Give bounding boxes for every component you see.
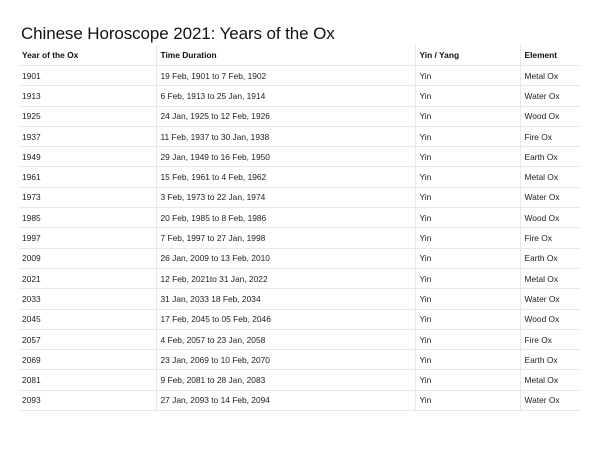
table-row [18, 187, 580, 207]
cell-time-duration: 6 Feb, 1913 to 25 Jan, 1914 [156, 86, 415, 106]
table-row [18, 248, 580, 268]
cell-yin-yang: Yin [415, 248, 520, 268]
cell-year: 1913 [18, 86, 156, 106]
cell-time-duration: 3 Feb, 1973 to 22 Jan, 1974 [156, 187, 415, 207]
cell-time-duration: 15 Feb, 1961 to 4 Feb, 1962 [156, 167, 415, 187]
cell-yin-yang: Yin [415, 228, 520, 248]
cell-year: 2021 [18, 268, 156, 288]
cell-element: Wood Ox [520, 208, 580, 228]
cell-yin-yang: Yin [415, 208, 520, 228]
cell-time-duration: 4 Feb, 2057 to 23 Jan, 2058 [156, 329, 415, 349]
table-row [18, 268, 580, 288]
table-header-row [18, 45, 580, 66]
table-row [18, 208, 580, 228]
cell-year: 1937 [18, 126, 156, 146]
cell-year: 1961 [18, 167, 156, 187]
cell-element: Earth Ox [520, 248, 580, 268]
cell-element: Metal Ox [520, 268, 580, 288]
cell-year: 2093 [18, 390, 156, 410]
table-row [18, 370, 580, 390]
cell-element: Metal Ox [520, 167, 580, 187]
cell-yin-yang: Yin [415, 329, 520, 349]
cell-time-duration: 7 Feb, 1997 to 27 Jan, 1998 [156, 228, 415, 248]
cell-time-duration: 9 Feb, 2081 to 28 Jan, 2083 [156, 370, 415, 390]
cell-time-duration: 24 Jan, 1925 to 12 Feb, 1926 [156, 106, 415, 126]
cell-year: 1925 [18, 106, 156, 126]
table-row [18, 126, 580, 146]
cell-year: 2081 [18, 370, 156, 390]
cell-time-duration: 12 Feb, 2021to 31 Jan, 2022 [156, 268, 415, 288]
cell-element: Water Ox [520, 289, 580, 309]
cell-year: 1997 [18, 228, 156, 248]
table-row [18, 167, 580, 187]
table-row [18, 309, 580, 329]
cell-yin-yang: Yin [415, 187, 520, 207]
header-time-duration: Time Duration [156, 45, 415, 66]
table-row [18, 390, 580, 410]
cell-time-duration: 26 Jan, 2009 to 13 Feb, 2010 [156, 248, 415, 268]
cell-element: Metal Ox [520, 66, 580, 86]
cell-year: 2069 [18, 350, 156, 370]
cell-time-duration: 29 Jan, 1949 to 16 Feb, 1950 [156, 147, 415, 167]
table-body [18, 66, 580, 411]
cell-yin-yang: Yin [415, 147, 520, 167]
cell-yin-yang: Yin [415, 309, 520, 329]
cell-year: 1985 [18, 208, 156, 228]
table-row [18, 228, 580, 248]
table-row [18, 106, 580, 126]
cell-element: Wood Ox [520, 309, 580, 329]
cell-element: Fire Ox [520, 329, 580, 349]
cell-element: Fire Ox [520, 126, 580, 146]
page-title: Chinese Horoscope 2021: Years of the Ox [21, 24, 335, 43]
header-year: Year of the Ox [18, 45, 156, 66]
cell-time-duration: 17 Feb, 2045 to 05 Feb, 2046 [156, 309, 415, 329]
cell-year: 1973 [18, 187, 156, 207]
cell-yin-yang: Yin [415, 390, 520, 410]
cell-time-duration: 19 Feb, 1901 to 7 Feb, 1902 [156, 66, 415, 86]
cell-element: Water Ox [520, 86, 580, 106]
cell-time-duration: 31 Jan, 2033 18 Feb, 2034 [156, 289, 415, 309]
cell-year: 2057 [18, 329, 156, 349]
cell-time-duration: 11 Feb, 1937 to 30 Jan, 1938 [156, 126, 415, 146]
cell-element: Metal Ox [520, 370, 580, 390]
table-row [18, 350, 580, 370]
cell-time-duration: 20 Feb, 1985 to 8 Feb, 1986 [156, 208, 415, 228]
cell-element: Wood Ox [520, 106, 580, 126]
cell-yin-yang: Yin [415, 126, 520, 146]
ox-years-table [18, 45, 580, 411]
cell-element: Earth Ox [520, 350, 580, 370]
cell-yin-yang: Yin [415, 66, 520, 86]
table-row [18, 86, 580, 106]
table-row [18, 147, 580, 167]
cell-yin-yang: Yin [415, 289, 520, 309]
cell-time-duration: 23 Jan, 2069 to 10 Feb, 2070 [156, 350, 415, 370]
header-element: Element [520, 45, 580, 66]
cell-year: 2033 [18, 289, 156, 309]
cell-element: Water Ox [520, 390, 580, 410]
table-row [18, 66, 580, 86]
cell-element: Water Ox [520, 187, 580, 207]
cell-yin-yang: Yin [415, 106, 520, 126]
cell-yin-yang: Yin [415, 350, 520, 370]
cell-year: 1901 [18, 66, 156, 86]
cell-element: Earth Ox [520, 147, 580, 167]
table-row [18, 289, 580, 309]
cell-time-duration: 27 Jan, 2093 to 14 Feb, 2094 [156, 390, 415, 410]
cell-yin-yang: Yin [415, 268, 520, 288]
cell-year: 2009 [18, 248, 156, 268]
cell-year: 1949 [18, 147, 156, 167]
cell-yin-yang: Yin [415, 167, 520, 187]
cell-element: Fire Ox [520, 228, 580, 248]
cell-year: 2045 [18, 309, 156, 329]
header-yin-yang: Yin / Yang [415, 45, 520, 66]
cell-yin-yang: Yin [415, 370, 520, 390]
table-row [18, 329, 580, 349]
cell-yin-yang: Yin [415, 86, 520, 106]
